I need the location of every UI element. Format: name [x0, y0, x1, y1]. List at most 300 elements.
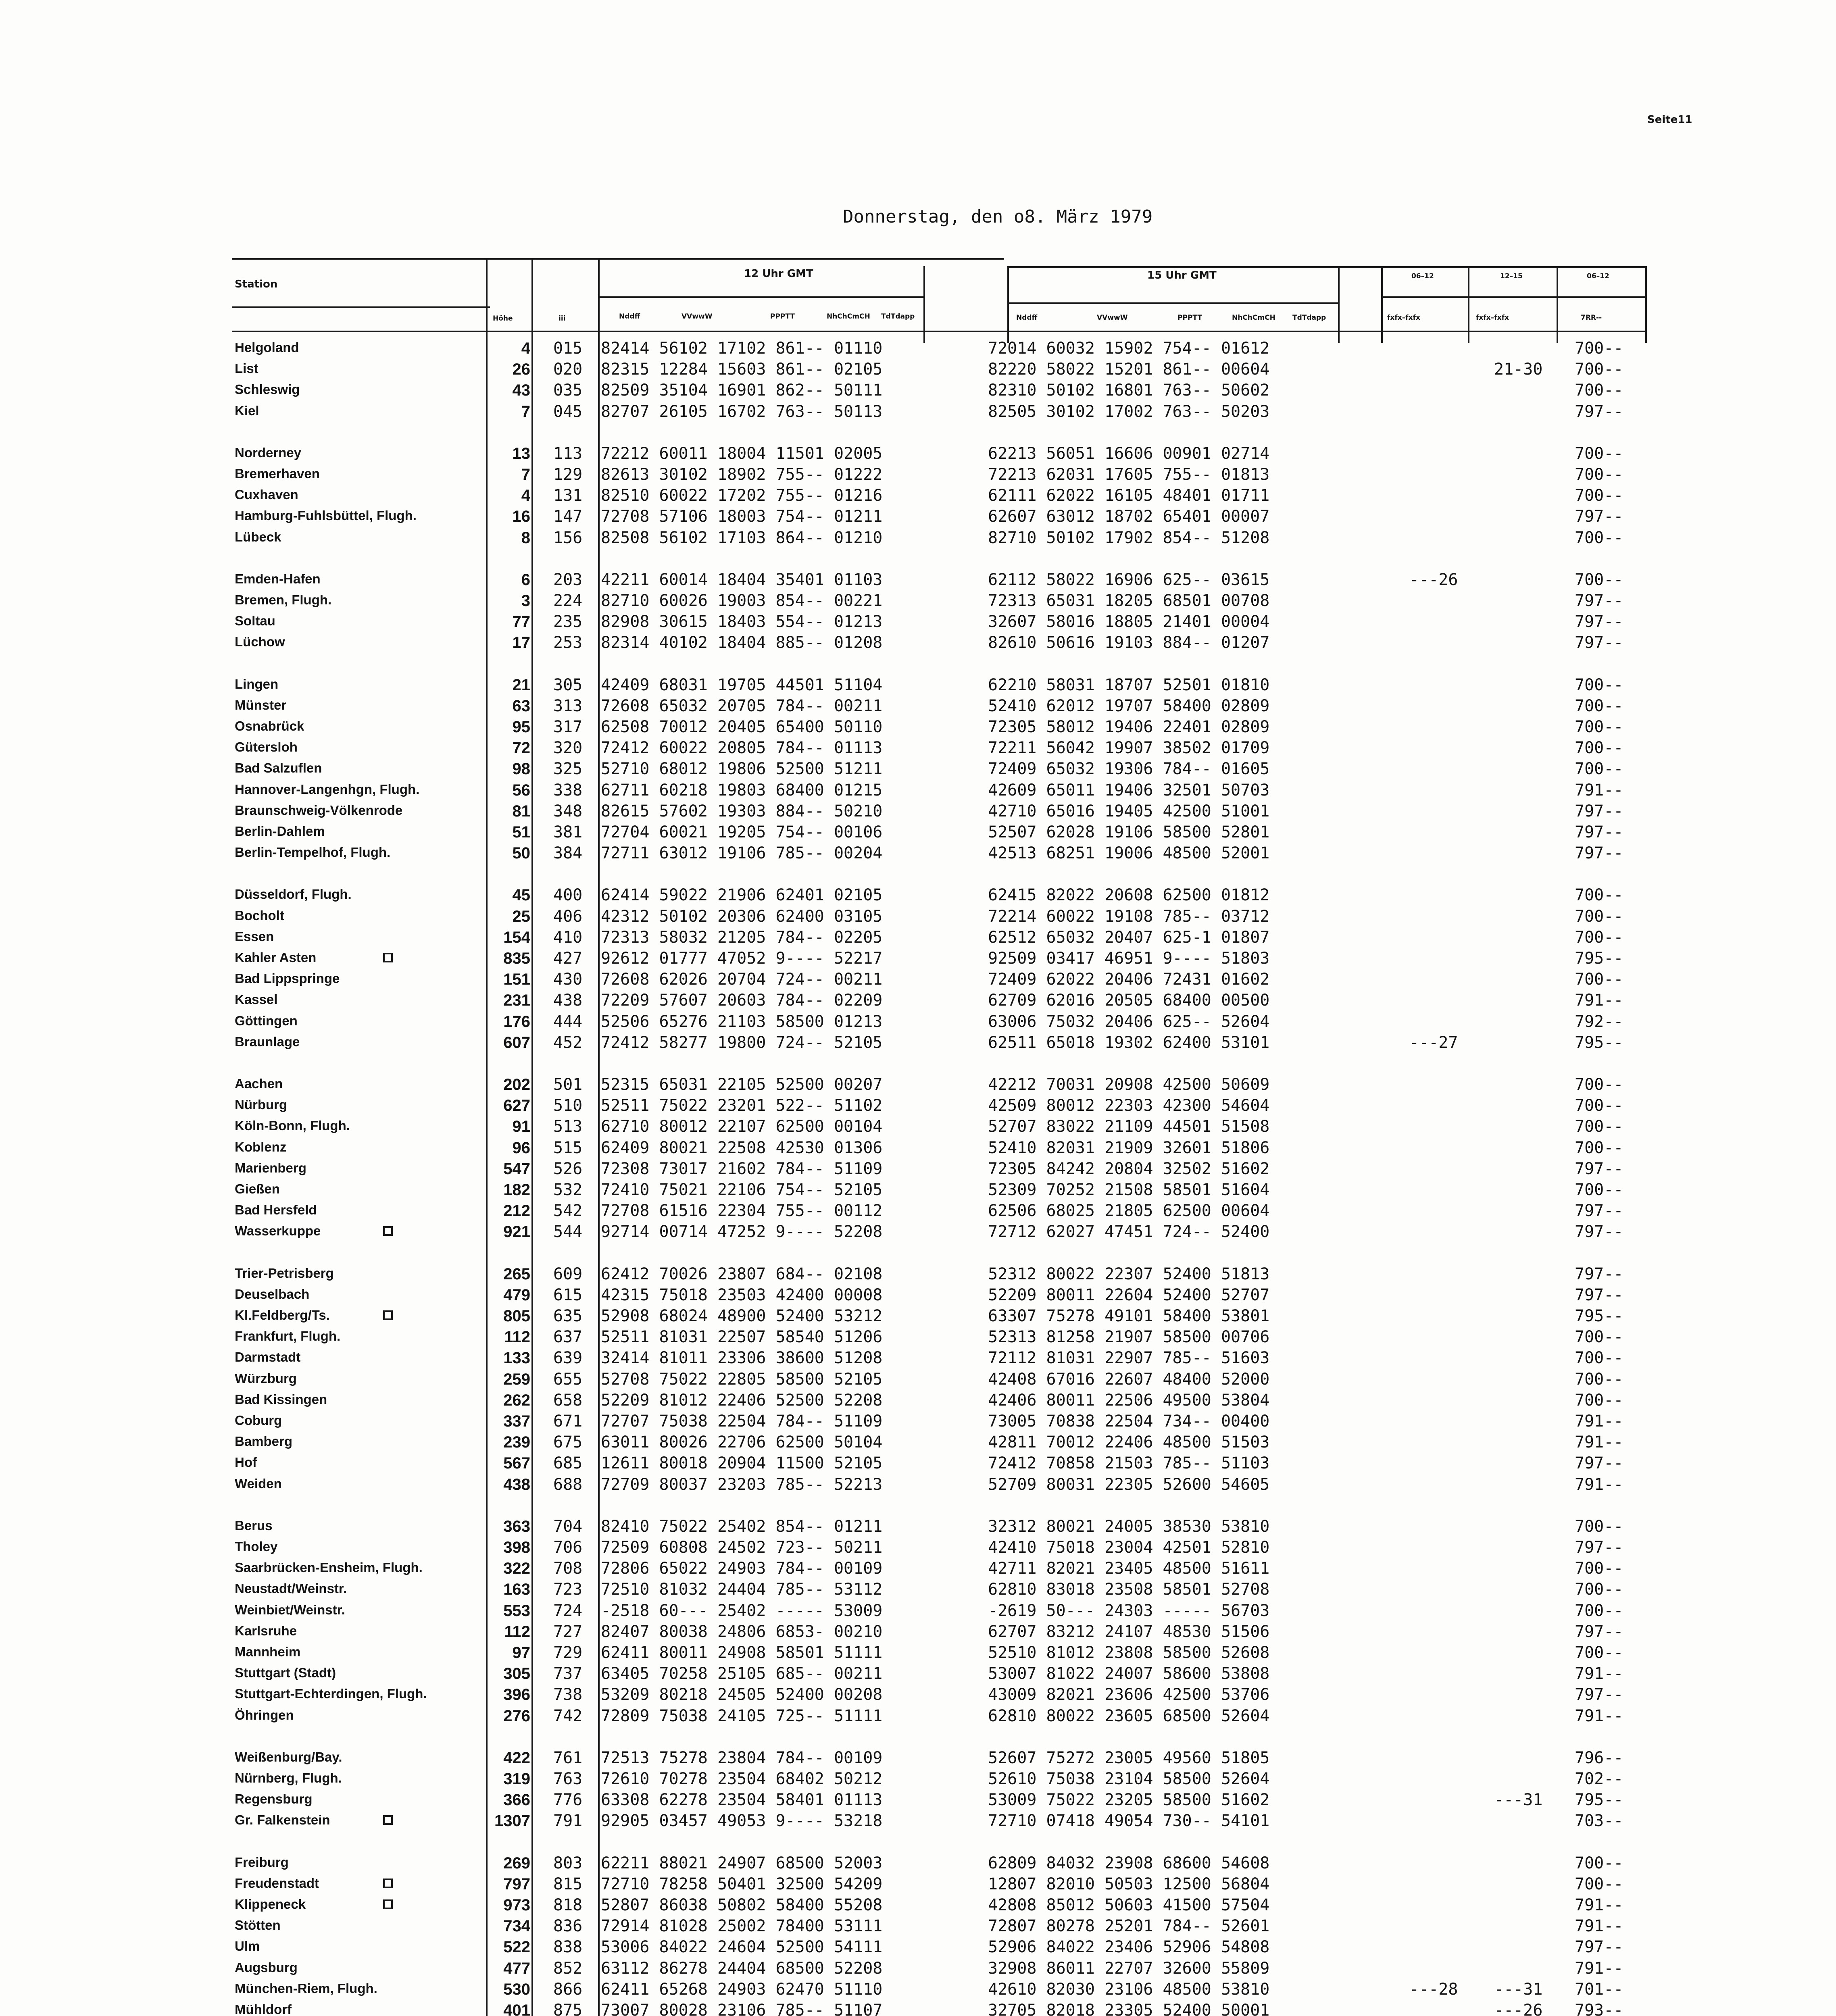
station-id: 235 [553, 612, 583, 631]
precip-group: 797-- [1575, 1622, 1623, 1641]
station-altitude: 921 [503, 1223, 530, 1241]
precip-group: 797-- [1575, 1538, 1623, 1557]
station-name: Bad Kissingen [235, 1392, 327, 1407]
station-id: 866 [553, 1980, 583, 1999]
station-id: 113 [553, 444, 583, 463]
col-line-extra3 [1557, 266, 1558, 343]
obs-12-utc: 82908 30615 18403 554-- 01213 [601, 612, 883, 631]
obs-12-utc: 52807 86038 50802 58400 55208 [601, 1896, 883, 1914]
station-altitude: 96 [512, 1139, 530, 1157]
station-name: Neustadt/Weinstr. [235, 1581, 347, 1596]
obs-15-utc: 52209 80011 22604 52400 52707 [988, 1286, 1270, 1304]
obs-12-utc: 92612 01777 47052 9---- 52217 [601, 949, 883, 968]
station-altitude: 276 [503, 1707, 530, 1725]
station-name: Münster [235, 698, 287, 712]
obs-12-utc: 82315 12284 15603 861-- 02105 [601, 360, 883, 379]
station-id: 836 [553, 1917, 583, 1935]
obs-15-utc: 82610 50616 19103 884-- 01207 [988, 633, 1270, 652]
obs-15-utc: 62506 68025 21805 62500 00604 [988, 1202, 1270, 1220]
precip-group: 795-- [1575, 1791, 1623, 1809]
obs-12-utc: 52506 65276 21103 58500 01213 [601, 1012, 883, 1031]
obs-15-utc: -2619 50--- 24303 ----- 56703 [988, 1602, 1270, 1620]
obs-15-utc: 52510 81012 23808 58500 52608 [988, 1643, 1270, 1662]
station-altitude: 322 [503, 1560, 530, 1577]
precip-group: 700-- [1575, 676, 1623, 694]
station-id: 348 [553, 802, 583, 821]
station-name: Bremerhaven [235, 466, 320, 481]
obs-12-utc: 32414 81011 23306 38600 51208 [601, 1349, 883, 1367]
station-name: Regensburg [235, 1791, 313, 1806]
obs-15-utc: 72409 62022 20406 72431 01602 [988, 970, 1270, 989]
gust-06-12: ---26 [1409, 571, 1458, 589]
precip-group: 791-- [1575, 1959, 1623, 1978]
obs-15-utc: 52309 70252 21508 58501 51604 [988, 1181, 1270, 1199]
obs-15-utc: 62511 65018 19302 62400 53101 [988, 1033, 1270, 1052]
extra-bottom-1215: fxfx–fxfx [1476, 314, 1509, 322]
station-id: 738 [553, 1685, 583, 1704]
station-id: 761 [553, 1749, 583, 1767]
page-number: Seite11 [1647, 114, 1692, 126]
station-id: 325 [553, 760, 583, 778]
station-name: Bad Lippspringe [235, 971, 340, 986]
square-icon [383, 1310, 393, 1320]
col12-nhch: NhChCmCH [827, 312, 870, 321]
obs-15-utc: 62415 82022 20608 62500 01812 [988, 886, 1270, 904]
station-id: 542 [553, 1202, 583, 1220]
table-row [0, 359, 1836, 380]
table-row [0, 1600, 1836, 1621]
obs-12-utc: 72708 57106 18003 754-- 01211 [601, 507, 883, 526]
obs-15-utc: 42610 82030 23106 48500 53810 [988, 1980, 1270, 1999]
obs-12-utc: 82407 80038 24806 6853- 00210 [601, 1622, 883, 1641]
station-altitude: 91 [512, 1118, 530, 1135]
station-altitude: 319 [503, 1770, 530, 1788]
station-name: Osnabrück [235, 719, 304, 733]
station-altitude: 16 [512, 508, 530, 525]
station-altitude: 98 [512, 760, 530, 778]
station-id: 685 [553, 1454, 583, 1472]
obs-15-utc: 62810 80022 23605 68500 52604 [988, 1707, 1270, 1725]
table-top-line [232, 258, 1004, 260]
station-altitude: 45 [512, 886, 530, 904]
obs-12-utc: 52511 75022 23201 522-- 51102 [601, 1096, 883, 1115]
table-row [0, 1558, 1836, 1579]
obs-15-utc: 72313 65031 18205 68501 00708 [988, 591, 1270, 610]
precip-group: 700-- [1575, 1580, 1623, 1599]
precip-group: 797-- [1575, 612, 1623, 631]
station-id: 688 [553, 1475, 583, 1494]
station-name: Göttingen [235, 1013, 298, 1028]
station-altitude: 6 [521, 571, 530, 589]
obs-15-utc: 52906 84022 23406 52906 54808 [988, 1938, 1270, 1956]
obs-15-utc: 32705 82018 23305 52400 50001 [988, 2001, 1270, 2016]
table-row [0, 1579, 1836, 1600]
obs-15-utc: 52707 83022 21109 44501 51508 [988, 1117, 1270, 1136]
station-altitude: 8 [521, 529, 530, 547]
hoehe-header: Höhe [493, 314, 513, 323]
table-row [0, 1411, 1836, 1432]
table-row [0, 1958, 1836, 1979]
precip-group: 700-- [1575, 1517, 1623, 1536]
precip-group: 700-- [1575, 886, 1623, 904]
table-row [0, 1684, 1836, 1705]
station-altitude: 112 [504, 1623, 530, 1641]
table-row [0, 1158, 1836, 1179]
station-altitude: 77 [512, 613, 530, 631]
precip-group: 792-- [1575, 1012, 1623, 1031]
station-id: 045 [553, 402, 583, 421]
station-altitude: 72 [512, 739, 530, 757]
precip-group: 797-- [1575, 1938, 1623, 1956]
station-id: 838 [553, 1938, 583, 1956]
obs-15-utc: 42513 68251 19006 48500 52001 [988, 844, 1270, 862]
station-id: 875 [553, 2001, 583, 2016]
table-row [0, 758, 1836, 779]
station-altitude: 265 [503, 1265, 530, 1283]
station-name: Nürburg [235, 1097, 288, 1112]
station-altitude: 607 [503, 1034, 530, 1052]
obs-12-utc: 72412 60022 20805 784-- 01113 [601, 739, 883, 757]
station-id: 513 [553, 1117, 583, 1136]
obs-15-utc: 62512 65032 20407 625-1 01807 [988, 928, 1270, 947]
obs-12-utc: 72410 75021 22106 754-- 52105 [601, 1181, 883, 1199]
station-name: Gr. Falkenstein [235, 1812, 330, 1827]
precip-group: 791-- [1575, 1896, 1623, 1914]
table-row [0, 611, 1836, 632]
table-row [0, 780, 1836, 801]
obs-12-utc: 42312 50102 20306 62400 03105 [601, 907, 883, 926]
station-name: Lübeck [235, 529, 281, 544]
station-name: Berlin-Dahlem [235, 824, 325, 839]
col12-nddff: Nddff [619, 312, 640, 321]
obs-15-utc: 82220 58022 15201 861-- 00604 [988, 360, 1270, 379]
station-altitude: 97 [512, 1644, 530, 1662]
table-row [0, 2000, 1836, 2016]
precip-group: 796-- [1575, 1749, 1623, 1767]
obs-15-utc: 72710 07418 49054 730-- 54101 [988, 1812, 1270, 1830]
table-row [0, 1895, 1836, 1916]
station-altitude: 231 [503, 991, 530, 1009]
station-name: Gütersloh [235, 739, 298, 754]
precip-group: 700-- [1575, 697, 1623, 715]
station-id: 224 [553, 591, 583, 610]
obs-15-utc: 52610 75038 23104 58500 52604 [988, 1770, 1270, 1788]
station-altitude: 81 [512, 802, 530, 820]
station-name: Berus [235, 1518, 273, 1533]
obs-12-utc: 72709 80037 23203 785-- 52213 [601, 1475, 883, 1494]
obs-15-utc: 42811 70012 22406 48500 51503 [988, 1433, 1270, 1452]
station-id: 818 [553, 1896, 583, 1914]
station-altitude: 133 [503, 1349, 530, 1367]
obs-15-utc: 72305 84242 20804 32502 51602 [988, 1160, 1270, 1178]
table-row [0, 737, 1836, 758]
station-id: 704 [553, 1517, 583, 1536]
precip-group: 791-- [1575, 781, 1623, 800]
station-altitude: 553 [503, 1602, 530, 1620]
table-row [0, 485, 1836, 506]
obs-15-utc: 62111 62022 16105 48401 01711 [988, 486, 1270, 505]
table-row [0, 696, 1836, 716]
station-altitude: 396 [503, 1686, 530, 1704]
col-line-extra4 [1645, 266, 1647, 343]
header-bottom-line [232, 331, 1646, 332]
station-altitude: 163 [503, 1581, 530, 1598]
obs-12-utc: 63308 62278 23504 58401 01113 [601, 1791, 883, 1809]
obs-15-utc: 42408 67016 22607 48400 52000 [988, 1370, 1270, 1389]
station-name: Hannover-Langenhgn, Flugh. [235, 782, 420, 797]
station-id: 384 [553, 844, 583, 862]
obs-15-utc: 42509 80012 22303 42300 54604 [988, 1096, 1270, 1115]
obs-15-utc: 72409 65032 19306 784-- 01605 [988, 760, 1270, 778]
station-altitude: 337 [503, 1412, 530, 1430]
obs-15-utc: 52410 82031 21909 32601 51806 [988, 1139, 1270, 1157]
col12-ppptt: PPPTT [770, 312, 795, 321]
station-id: 671 [553, 1412, 583, 1431]
col15-vvwww: VVwwW [1097, 314, 1128, 322]
precip-group: 700-- [1575, 760, 1623, 778]
station-name: Weißenburg/Bay. [235, 1749, 342, 1764]
table-row [0, 1453, 1836, 1474]
station-name: Wasserkuppe [235, 1223, 321, 1238]
station-name: Bamberg [235, 1434, 293, 1449]
precip-group: 700-- [1575, 571, 1623, 589]
station-id: 791 [553, 1812, 583, 1830]
station-id: 444 [553, 1012, 583, 1031]
col15-nddff: Nddff [1016, 314, 1038, 322]
precip-group: 700-- [1575, 1139, 1623, 1157]
table-row [0, 506, 1836, 527]
obs-15-utc: 42406 80011 22506 49500 53804 [988, 1391, 1270, 1410]
table-row [0, 843, 1836, 864]
table-row [0, 1390, 1836, 1411]
obs-15-utc: 42710 65016 19405 42500 51001 [988, 802, 1270, 821]
obs-12-utc: 52209 81012 22406 52500 52208 [601, 1391, 883, 1410]
obs-15-utc: 53007 81022 24007 58600 53808 [988, 1664, 1270, 1683]
table-row [0, 1937, 1836, 1958]
station-name: Kassel [235, 992, 278, 1007]
obs-15-utc: 62210 58031 18707 52501 01810 [988, 676, 1270, 694]
station-altitude: 547 [503, 1160, 530, 1178]
precip-group: 700-- [1575, 1391, 1623, 1410]
station-altitude: 401 [503, 2001, 530, 2016]
obs-12-utc: 52315 65031 22105 52500 00207 [601, 1075, 883, 1094]
station-id: 430 [553, 970, 583, 989]
station-altitude: 4 [521, 487, 530, 504]
table-row [0, 1810, 1836, 1831]
station-id: 015 [553, 339, 583, 358]
station-name: Kl.Feldberg/Ts. [235, 1308, 330, 1322]
station-altitude: 479 [503, 1286, 530, 1304]
station-name: Köln-Bonn, Flugh. [235, 1118, 350, 1133]
station-altitude: 50 [512, 844, 530, 862]
station-altitude: 154 [503, 929, 530, 946]
subheader-line-12 [599, 296, 923, 298]
station-id: 526 [553, 1160, 583, 1178]
col15-tdtd: TdTdapp [1292, 314, 1326, 322]
precip-group: 700-- [1575, 444, 1623, 463]
station-name: Freudenstadt [235, 1876, 319, 1891]
obs-15-utc: 42711 82021 23405 48500 51611 [988, 1559, 1270, 1578]
station-name: Aachen [235, 1076, 283, 1091]
table-row [0, 527, 1836, 548]
table-row [0, 590, 1836, 611]
precip-group: 700-- [1575, 928, 1623, 947]
table-row [0, 1095, 1836, 1116]
obs-12-utc: 82710 60026 19003 854-- 00221 [601, 591, 883, 610]
station-altitude: 422 [503, 1749, 530, 1767]
station-id: 637 [553, 1328, 583, 1346]
table-top-line-right [1007, 266, 1646, 268]
subheader-line-15 [1007, 302, 1338, 304]
col12-tdtd: TdTdapp [881, 312, 915, 321]
extra-bottom-rr: 7RR-- [1581, 314, 1602, 322]
obs-15-utc: 52607 75272 23005 49560 51805 [988, 1749, 1270, 1767]
table-row [0, 1789, 1836, 1810]
station-name: Bad Salzuflen [235, 760, 322, 775]
station-altitude: 26 [512, 360, 530, 378]
subheader-line-extra [1381, 296, 1646, 298]
precip-group: 791-- [1575, 1917, 1623, 1935]
obs-12-utc: 52708 75022 22805 58500 52105 [601, 1370, 883, 1389]
obs-12-utc: 72914 81028 25002 78400 53111 [601, 1917, 883, 1935]
station-name: Berlin-Tempelhof, Flugh. [235, 845, 391, 860]
table-row [0, 885, 1836, 906]
station-name: Schleswig [235, 382, 300, 397]
station-name: Stuttgart-Echterdingen, Flugh. [235, 1686, 427, 1701]
obs-15-utc: 32607 58016 18805 21401 00004 [988, 612, 1270, 631]
station-id: 035 [553, 381, 583, 400]
obs-15-utc: 43009 82021 23606 42500 53706 [988, 1685, 1270, 1704]
station-name: Frankfurt, Flugh. [235, 1329, 341, 1343]
station-altitude: 363 [503, 1518, 530, 1535]
precip-group: 700-- [1575, 381, 1623, 400]
station-altitude: 805 [503, 1307, 530, 1325]
station-name: Lüchow [235, 634, 285, 649]
table-row [0, 338, 1836, 359]
station-name: Mühldorf [235, 2002, 292, 2016]
station-id: 803 [553, 1854, 583, 1872]
obs-15-utc: 82310 50102 16801 763-- 50602 [988, 381, 1270, 400]
station-id: 381 [553, 823, 583, 841]
table-row [0, 1179, 1836, 1200]
obs-15-utc: 73005 70838 22504 734-- 00400 [988, 1412, 1270, 1431]
table-row [0, 1116, 1836, 1137]
obs-12-utc: 72608 62026 20704 724-- 00211 [601, 970, 883, 989]
table-row [0, 1874, 1836, 1895]
iii-header: iii [559, 314, 566, 323]
station-id: 400 [553, 886, 583, 904]
extra-top-1215: 12–15 [1500, 272, 1523, 280]
station-name: Bremen, Flugh. [235, 592, 332, 607]
precip-group: 700-- [1575, 718, 1623, 736]
obs-12-utc: 62710 80012 22107 62500 00104 [601, 1117, 883, 1136]
table-row [0, 1032, 1836, 1053]
precip-group: 791-- [1575, 1707, 1623, 1725]
obs-12-utc: 72809 75038 24105 725-- 51111 [601, 1707, 883, 1725]
precip-group: 795-- [1575, 1307, 1623, 1325]
station-id: 544 [553, 1223, 583, 1241]
obs-12-utc: 92905 03457 49053 9---- 53218 [601, 1812, 883, 1830]
obs-12-utc: 63011 80026 22706 62500 50104 [601, 1433, 883, 1452]
station-name: Stuttgart (Stadt) [235, 1665, 336, 1680]
station-name: Cuxhaven [235, 487, 298, 502]
table-row [0, 1537, 1836, 1558]
precip-group: 797-- [1575, 591, 1623, 610]
station-id: 615 [553, 1286, 583, 1304]
obs-12-utc: 72608 65032 20705 784-- 00211 [601, 697, 883, 715]
gust-06-12: ---27 [1409, 1033, 1458, 1052]
station-name: Trier-Petrisberg [235, 1266, 334, 1281]
station-name: Hamburg-Fuhlsbüttel, Flugh. [235, 508, 417, 523]
obs-12-utc: 42211 60014 18404 35401 01103 [601, 571, 883, 589]
station-id: 438 [553, 991, 583, 1010]
precip-group: 700-- [1575, 529, 1623, 547]
station-id: 147 [553, 507, 583, 526]
precip-group: 700-- [1575, 1349, 1623, 1367]
precip-group: 797-- [1575, 1223, 1623, 1241]
obs-12-utc: 72308 73017 21602 784-- 51109 [601, 1160, 883, 1178]
station-name: Helgoland [235, 340, 299, 355]
table-row [0, 927, 1836, 948]
station-name: List [235, 361, 258, 376]
col-line-15start [1007, 266, 1009, 343]
station-id: 427 [553, 949, 583, 968]
table-row [0, 1916, 1836, 1937]
station-id: 706 [553, 1538, 583, 1557]
obs-15-utc: 72112 81031 22907 785-- 51603 [988, 1349, 1270, 1367]
precip-group: 793-- [1575, 2001, 1623, 2016]
obs-15-utc: 72213 62031 17605 755-- 01813 [988, 465, 1270, 484]
precip-group: 700-- [1575, 739, 1623, 757]
station-name: Lingen [235, 677, 279, 691]
precip-group: 797-- [1575, 1454, 1623, 1472]
obs-15-utc: 62213 56051 16606 00901 02714 [988, 444, 1270, 463]
obs-12-utc: 72212 60011 18004 11501 02005 [601, 444, 883, 463]
obs-15-utc: 63006 75032 20406 625-- 52604 [988, 1012, 1270, 1031]
station-name: Karlsruhe [235, 1623, 297, 1638]
station-name: Emden-Hafen [235, 571, 321, 586]
obs-12-utc: 62211 88021 24907 68500 52003 [601, 1854, 883, 1872]
station-altitude: 366 [503, 1791, 530, 1809]
station-name: Essen [235, 929, 274, 944]
obs-15-utc: 42212 70031 20908 42500 50609 [988, 1075, 1270, 1094]
station-name: München-Riem, Flugh. [235, 1981, 377, 1996]
obs-15-utc: 72014 60032 15902 754-- 01612 [988, 339, 1270, 358]
obs-12-utc: 52511 81031 22507 58540 51206 [601, 1328, 883, 1346]
obs-12-utc: 42315 75018 23503 42400 00008 [601, 1286, 883, 1304]
table-row [0, 990, 1836, 1011]
gust-12-15: ---31 [1494, 1980, 1543, 1999]
station-altitude: 262 [503, 1391, 530, 1409]
obs-15-utc: 62707 83212 24107 48530 51506 [988, 1622, 1270, 1641]
station-name: Soltau [235, 613, 275, 628]
station-id: 305 [553, 676, 583, 694]
obs-12-utc: 12611 80018 20904 11500 52105 [601, 1454, 883, 1472]
station-altitude: 212 [503, 1202, 530, 1220]
station-altitude: 43 [512, 381, 530, 399]
obs-12-utc: 53209 80218 24505 52400 00208 [601, 1685, 883, 1704]
station-altitude: 1307 [494, 1812, 530, 1830]
station-name: Coburg [235, 1413, 282, 1428]
station-name: Kahler Asten [235, 950, 317, 965]
obs-12-utc: 72806 65022 24903 784-- 00109 [601, 1559, 883, 1578]
station-id: 724 [553, 1602, 583, 1620]
station-id: 776 [553, 1791, 583, 1809]
table-row [0, 380, 1836, 401]
table-row [0, 1663, 1836, 1684]
station-id: 708 [553, 1559, 583, 1578]
station-altitude: 3 [521, 592, 530, 610]
